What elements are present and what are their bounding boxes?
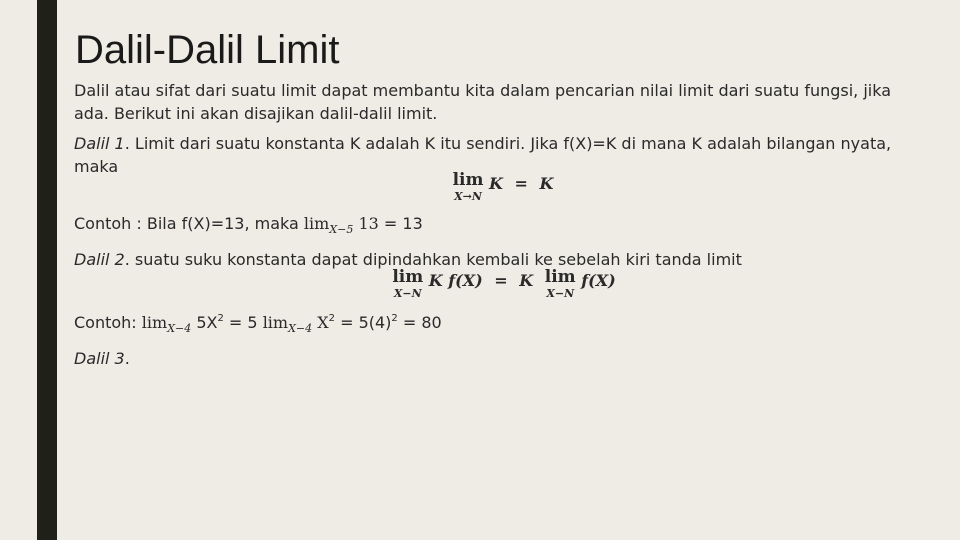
example-1-lim: lim — [303, 214, 330, 233]
example-1-limit — [303, 214, 379, 236]
lim-word-2: lim — [544, 267, 576, 287]
dalil-1-label: Dalil 1 — [74, 134, 125, 153]
lim-word: lim — [452, 170, 484, 190]
dalil-2-example — [74, 307, 914, 340]
formula-rhs: K — [539, 174, 554, 193]
limit-operator-2 — [545, 269, 576, 299]
lim-subscript-1: X−N — [393, 287, 422, 300]
example-2-exp-2: 2 — [328, 313, 335, 324]
example-2-exp-1: 2 — [217, 313, 224, 324]
dalil-2-paragraph — [74, 248, 914, 271]
example-2-part-1: 5X — [191, 313, 218, 332]
example-1-lim-sub: X−5 — [329, 223, 354, 236]
slide-accent-bar — [37, 0, 57, 540]
example-1-prefix: Contoh : Bila f(X)=13, maka — [74, 214, 304, 233]
formula-lhs: K — [489, 174, 503, 193]
example-2-part-4: = 5(4) — [335, 313, 392, 332]
dalil-2-formula — [74, 269, 914, 305]
example-1-value: 13 — [353, 214, 379, 233]
dalil-2-text: . suatu suku konstanta dapat dipindahkan kembali ke sebelah kiri tanda limit — [124, 250, 742, 269]
dalil-3-text: . — [124, 349, 130, 368]
example-2-lim-sub-1: X−4 — [167, 322, 192, 335]
example-2-exp-3: 2 — [391, 313, 398, 324]
dalil-2-label: Dalil 2 — [74, 250, 125, 269]
intro-paragraph: Dalil atau sifat dari suatu limit dapat membantu kita dalam pencarian nilai limit dari suatu fungsi, jika ada. Berikut ini akan disajikan dalil-dalil limit. — [74, 81, 892, 123]
formula-equals: = — [514, 174, 528, 193]
dalil-1-formula — [74, 172, 914, 206]
formula-lhs: K f(X) — [428, 271, 483, 290]
example-2-limit-2 — [262, 313, 313, 335]
formula-constant: K — [519, 271, 534, 290]
lim-subscript: X→N — [454, 190, 482, 203]
slide-body — [74, 79, 914, 370]
dalil-3-paragraph — [74, 347, 914, 370]
example-1-suffix: = 13 — [378, 214, 423, 233]
example-2-part-2: = 5 — [223, 313, 263, 332]
example-2-suffix: = 80 — [397, 313, 442, 332]
example-2-lim-2: lim — [262, 313, 289, 332]
example-2-limit-1 — [141, 313, 192, 335]
example-2-prefix: Contoh: — [74, 313, 142, 332]
example-2-lim-1: lim — [141, 313, 168, 332]
slide-title: Dalil-Dalil Limit — [75, 28, 340, 72]
lim-word-1: lim — [392, 267, 424, 287]
lim-subscript-2: X−N — [546, 287, 575, 300]
example-2-part-3: X — [312, 313, 329, 332]
formula-equals: = — [494, 271, 508, 290]
dalil-1-example — [74, 212, 914, 241]
formula-rhs: f(X) — [581, 271, 616, 290]
dalil-1-text: . Limit dari suatu konstanta K adalah K itu sendiri. Jika f(X)=K di mana K adalah bilangan nyata, maka — [74, 134, 892, 176]
dalil-3-label: Dalil 3 — [74, 349, 125, 368]
limit-operator-1 — [392, 269, 423, 299]
limit-operator — [453, 172, 484, 202]
example-2-lim-sub-2: X−4 — [288, 322, 313, 335]
